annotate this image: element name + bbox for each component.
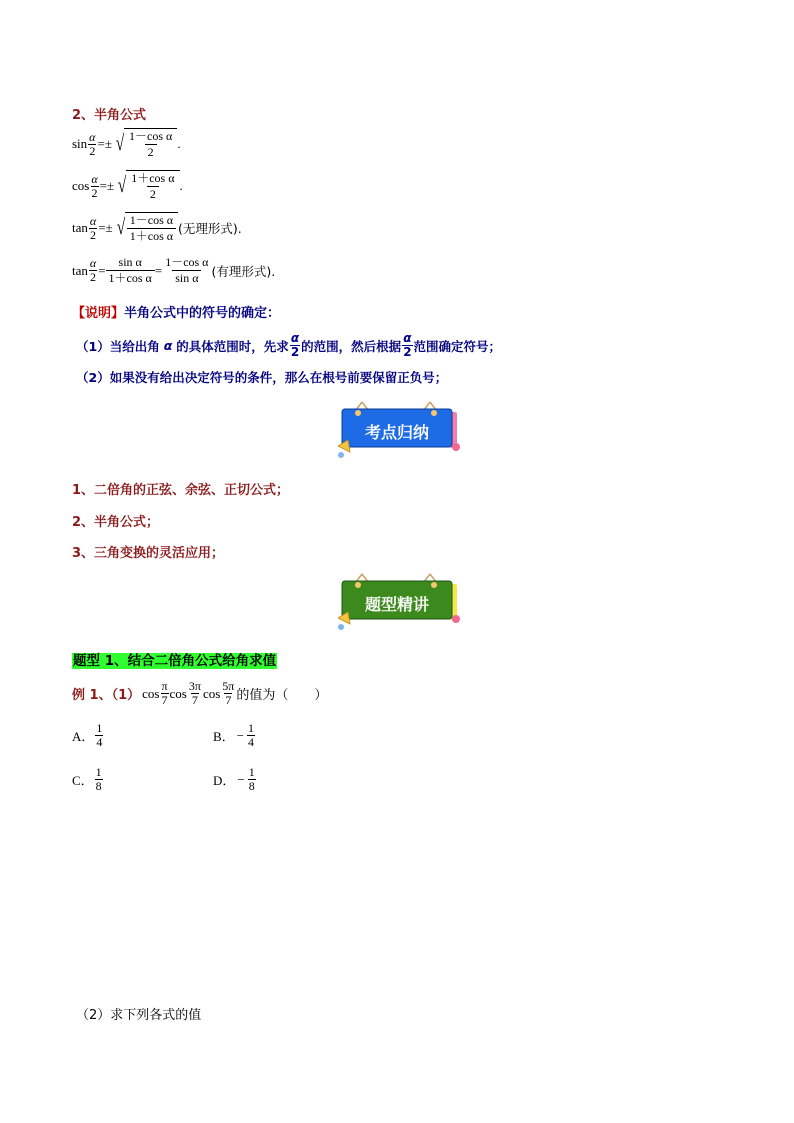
formula-tan-irrational: [72, 212, 242, 244]
formula-sin-half: [72, 128, 181, 160]
option-b[interactable]: B． − $\frac{1}{4}$: [213, 721, 255, 749]
banner-key-points: [338, 400, 456, 446]
example-suffix: 的值为（ ）: [236, 688, 328, 703]
type-heading: 题型 1、结合二倍角公式给角求值: [73, 653, 277, 669]
banner-key-points-label: 考点归纳: [364, 423, 429, 442]
sqrt-expression: √ $\frac{\text{1＋cos α}}{2}$: [116, 170, 179, 202]
sqrt-expression: √ $\frac{\text{1－cos α}}{2}$: [114, 128, 177, 160]
equals-plus-minus: =±: [97, 136, 112, 151]
rational-frac-1: $\frac{\text{sin α}}{\text{1＋cos α}}$: [106, 255, 155, 286]
equals: =: [154, 262, 163, 278]
half-alpha-frac: $\frac{\alpha}{2}$: [290, 331, 300, 359]
sin-label: sin: [72, 136, 88, 151]
tan-label: tan: [72, 220, 88, 235]
note-item-2: （2）如果没有给出决定符号的条件，那么在根号前要保留正负号；: [76, 370, 448, 385]
summary-item-1: 1、二倍角的正弦、余弦、正切公式；: [72, 483, 290, 498]
irrational-note: (无理形式).: [178, 221, 242, 236]
summary-item-2: 2、半角公式；: [72, 515, 160, 530]
equals-plus-minus: =±: [98, 220, 113, 235]
half-alpha-frac: $\frac{\alpha}{2}$: [89, 256, 97, 284]
formula-tan-rational: [72, 255, 275, 286]
equals-plus-minus: =±: [99, 178, 115, 193]
cos-label: cos: [72, 178, 90, 193]
frac-3pi-7: $\frac{3\pi}{7}$: [188, 679, 201, 707]
note-tag: 【说明】: [72, 306, 125, 321]
half-alpha-frac: $\frac{\alpha}{2}$: [403, 331, 412, 359]
option-a[interactable]: A． $\frac{1}{4}$: [72, 721, 103, 749]
tan-label: tan: [72, 262, 88, 278]
half-alpha-frac: $\frac{\alpha}{2}$: [89, 213, 97, 242]
frac-pi-7: $\frac{\pi}{7}$: [161, 679, 168, 707]
option-c[interactable]: C． $\frac{1}{8}$: [72, 765, 102, 793]
half-alpha-frac: $\frac{\alpha}{2}$: [89, 129, 96, 158]
rational-note: (有理形式).: [211, 263, 276, 279]
note-heading: [72, 302, 280, 321]
equals: =: [98, 262, 106, 278]
frac-5pi-7: $\frac{5\pi}{7}$: [222, 679, 235, 707]
rational-frac-2: $\frac{\text{1－cos α}}{\text{sin α}}$: [165, 255, 209, 285]
summary-item-3: 3、三角变换的灵活应用；: [72, 546, 225, 561]
example-label: 例 1、（1）: [72, 688, 141, 703]
formula-cos-half: [72, 170, 183, 202]
section-title-half-angle: 2、半角公式: [72, 108, 147, 123]
period: .: [177, 136, 181, 151]
example-1-question: 例 1、（1） cos $\frac{\pi}{7}$ cos $\frac{3\pi}{7}$ cos $\frac{5\pi}{7}$ 的值为（ ）: [72, 679, 328, 707]
banner-problem-types: [338, 572, 456, 618]
banner-problem-types-label: 题型精讲: [364, 595, 429, 614]
note-item-1: （1）当给出角 α 的具体范围时，先求 $\frac{\alpha}{2}$ 的范围，然后根据 $\frac{\alpha}{2}$ 范围确定符号；: [76, 331, 502, 359]
example-1-part-2: （2）求下列各式的值: [76, 1008, 202, 1023]
half-alpha-frac: $\frac{\alpha}{2}$: [91, 171, 98, 200]
period: .: [179, 178, 183, 193]
note-title: 半角公式中的符号的确定：: [124, 306, 281, 321]
sqrt-expression: √ $\frac{\text{1－cos α}}{\text{1＋cos α}}$: [115, 212, 178, 244]
option-d[interactable]: D． − $\frac{1}{8}$: [213, 765, 255, 793]
